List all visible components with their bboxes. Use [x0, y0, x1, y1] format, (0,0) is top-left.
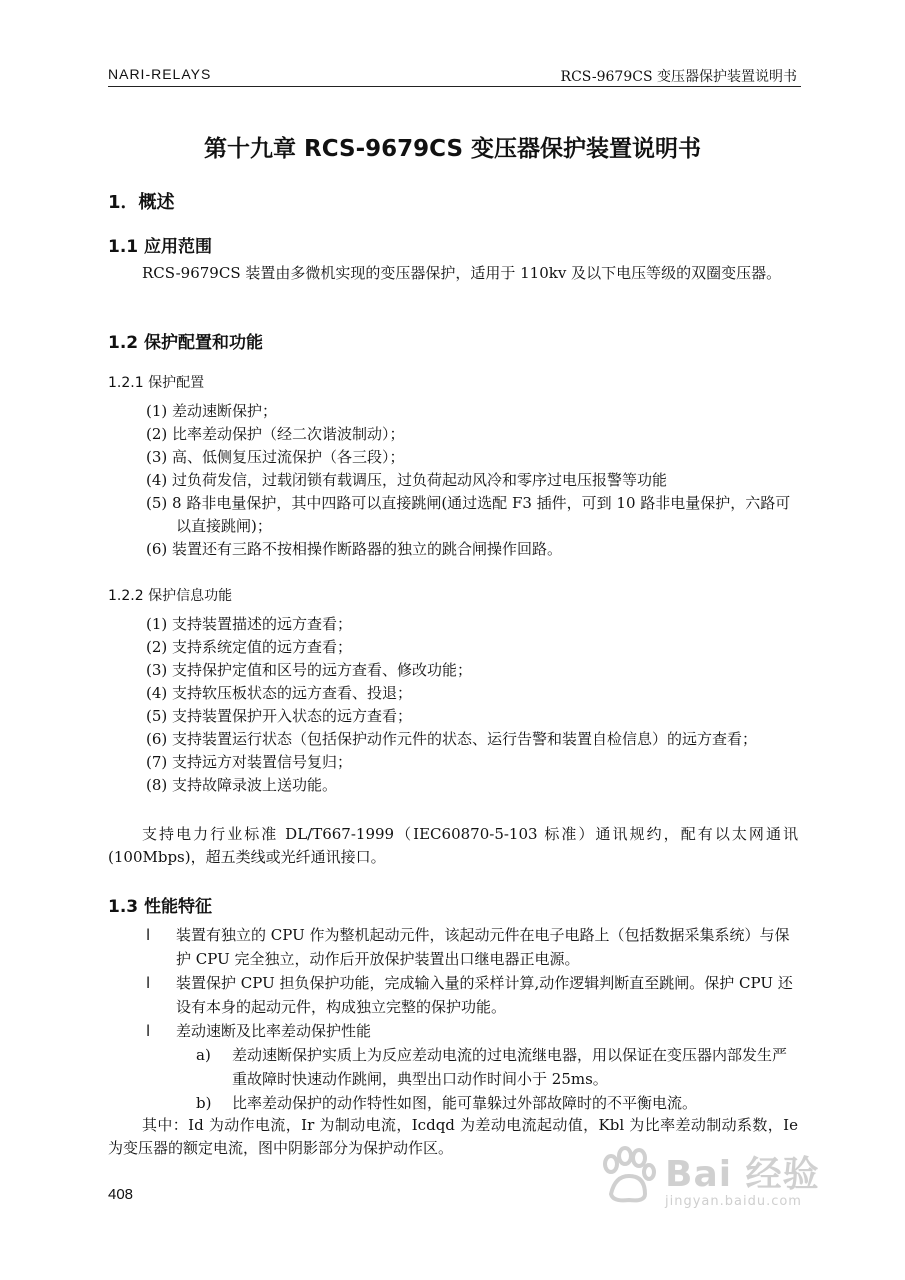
bullet-mark: l: [146, 974, 151, 992]
list-item: (4) 支持软压板状态的远方查看、投退；: [146, 684, 413, 702]
list-item: [146, 971, 798, 1019]
chapter-title: 第十九章 RCS-9679CS 变压器保护装置说明书: [203, 136, 702, 162]
features-list: [146, 923, 798, 1115]
section-1-2-1-heading: 1.2.1 保护配置: [108, 375, 205, 391]
protocol-paragraph: 支持电力行业标准 DL/T667-1999（IEC60870-5-103 标准）通讯规约，配有以太网通讯(100Mbps)，超五类线或光纤通讯接口。: [108, 825, 798, 866]
baidu-watermark: [595, 1138, 845, 1228]
bullet-mark: l: [146, 926, 151, 944]
header-brand: NARI-RELAYS: [108, 66, 212, 82]
list-item: (6) 装置还有三路不按相操作断路器的独立的跳合闸操作回路。: [146, 540, 563, 558]
bullet-mark: l: [146, 1022, 151, 1040]
list-item: (8) 支持故障录波上送功能。: [146, 776, 338, 794]
list-item: (1) 差动速断保护；: [146, 402, 278, 420]
section-1-1-heading: 1.1 应用范围: [108, 237, 213, 257]
list-item: (7) 支持远方对装置信号复归；: [146, 753, 353, 771]
protection-config-list: [146, 400, 798, 561]
list-item: (6) 支持装置运行状态（包括保护动作元件的状态、运行告警和装置自检信息）的远方查看；: [146, 730, 758, 748]
feature-text: 装置保护 CPU 担负保护功能，完成输入量的采样计算,动作逻辑判断直至跳闸。保护 CPU 还设有本身的起动元件，构成独立完整的保护功能。: [176, 974, 793, 1016]
list-item: (5) 支持装置保护开入状态的远方查看；: [146, 707, 413, 725]
list-item: (5) 8 路非电量保护，其中四路可以直接跳闸(通过选配 F3 插件，可到 10 路非电量保护，六路可以直接跳闸)；: [146, 494, 791, 535]
protection-info-list: [146, 613, 798, 797]
list-item: (1) 支持装置描述的远方查看；: [146, 615, 353, 633]
feature-text: 装置有独立的 CPU 作为整机起动元件，该起动元件在电子电路上（包括数据采集系统）与保护 CPU 完全独立，动作后开放保护装置出口继电器正电源。: [176, 926, 790, 968]
watermark-url: jingyan.baidu.com: [665, 1194, 802, 1209]
list-item: (3) 高、低侧复压过流保护（各三段）；: [146, 448, 405, 466]
header-doc-title: RCS-9679CS 变压器保护装置说明书: [560, 69, 797, 85]
sub-item-text: 差动速断保护实质上为反应差动电流的过电流继电器，用以保证在变压器内部发生严重故障时快速动作跳闸，典型出口动作时间小于 25ms。: [232, 1046, 788, 1088]
feature-text: 差动速断及比率差动保护性能: [176, 1022, 372, 1040]
list-item: (2) 支持系统定值的远方查看；: [146, 638, 353, 656]
sub-item-text: 比率差动保护的动作特性如图，能可靠躲过外部故障时的不平衡电流。: [232, 1094, 698, 1112]
section-1-1-paragraph: RCS-9679CS 装置由多微机实现的变压器保护，适用于 110kv 及以下电压等级的双圈变压器。: [142, 264, 782, 282]
sub-item-mark: b): [196, 1094, 212, 1112]
list-item: [146, 923, 798, 971]
section-1-3-heading: 1.3 性能特征: [108, 897, 213, 917]
section-1-2-2-heading: 1.2.2 保护信息功能: [108, 588, 233, 604]
paw-icon: [595, 1144, 659, 1208]
list-item: (4) 过负荷发信，过载闭锁有载调压，过负荷起动风冷和零序过电压报警等功能: [146, 471, 668, 489]
section-1-2-heading: 1.2 保护配置和功能: [108, 333, 264, 353]
sub-item-mark: a): [196, 1046, 211, 1064]
definitions-paragraph: 其中：Id 为动作电流，Ir 为制动电流，Icdqd 为差动电流起动值，Kbl 为比率差动制动系数，Ie 为变压器的额定电流，图中阴影部分为保护动作区。: [108, 1116, 798, 1157]
list-item: (2) 比率差动保护（经二次谐波制动）；: [146, 425, 405, 443]
list-item: [146, 1019, 798, 1115]
sub-item: [176, 1043, 798, 1091]
page-number: 408: [108, 1186, 134, 1203]
list-item: (3) 支持保护定值和区号的远方查看、修改功能；: [146, 661, 473, 679]
header-divider: [108, 86, 801, 87]
watermark-brand: Bai 经验: [665, 1154, 820, 1195]
sub-item: [176, 1091, 798, 1115]
sub-list: [176, 1043, 798, 1115]
section-1-heading: 1．概述: [108, 192, 175, 213]
